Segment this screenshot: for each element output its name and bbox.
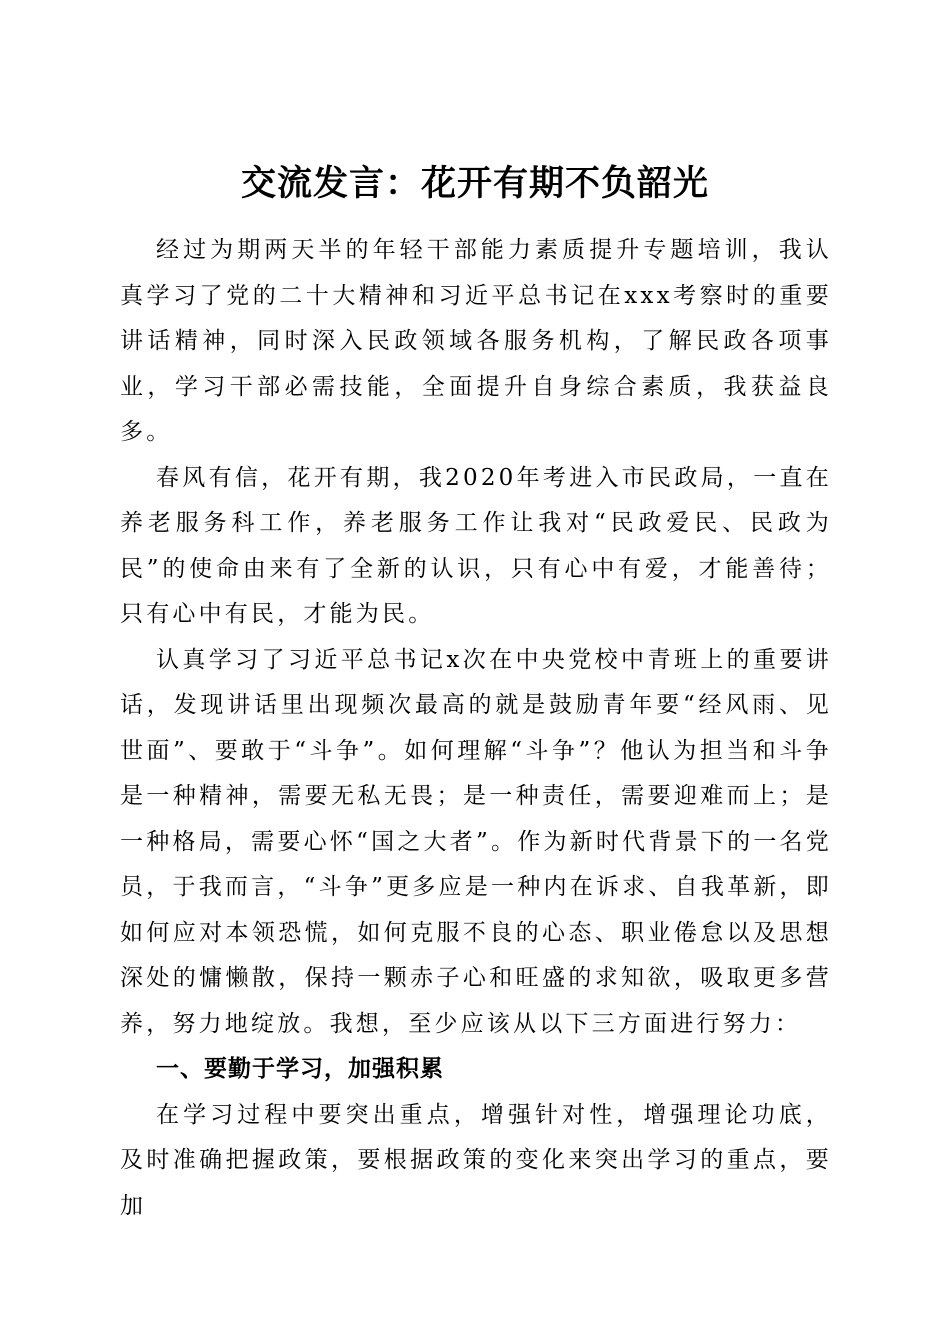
paragraph-study: 认真学习了习近平总书记x次在中央党校中青班上的重要讲话，发现讲话里出现频次最高的就是鼓励青年要“经风雨、见世面”、要敢于“斗争”。如何理解“斗争”？他认为担当和斗争是一种精神，需要无私无畏；是一种责任，需要迎难而上；是一种格局，需要心怀“国之大者”。作为新时代背景下的一名党员，于我而言，“斗争”更多应是一种内在诉求、自我革新，即如何应对本领恐慌，如何克服不良的心态、职业倦怠以及思想深处的慵懒散，保持一颗赤子心和旺盛的求知欲，吸取更多营养，努力地绽放。我想，至少应该从以下三方面进行努力：: [120, 646, 832, 1037]
paragraph-intro: 经过为期两天半的年轻干部能力素质提升专题培训，我认真学习了党的二十大精神和习近平总书记在xxx考察时的重要讲话精神，同时深入民政领域各服务机构，了解民政各项事业，学习干部必需技能，全面提升自身综合素质，我获益良多。: [120, 237, 832, 445]
paragraph-section-one: 在学习过程中要突出重点，增强针对性，增强理论功底，及时准确把握政策，要根据政策的变化来突出学习的重点，要加: [120, 1101, 832, 1219]
document-body: [120, 228, 832, 1229]
document-title: 交流发言：花开有期不负韶光: [240, 163, 709, 205]
paragraph-spring: 春风有信，花开有期，我2020年考进入市民政局，一直在养老服务科工作，养老服务工作让我对“民政爱民、民政为民”的使命由来有了全新的认识，只有心中有爱，才能善待；只有心中有民，才能为民。: [120, 464, 832, 627]
section-heading: 一、要勤于学习，加强积累: [156, 1056, 444, 1082]
